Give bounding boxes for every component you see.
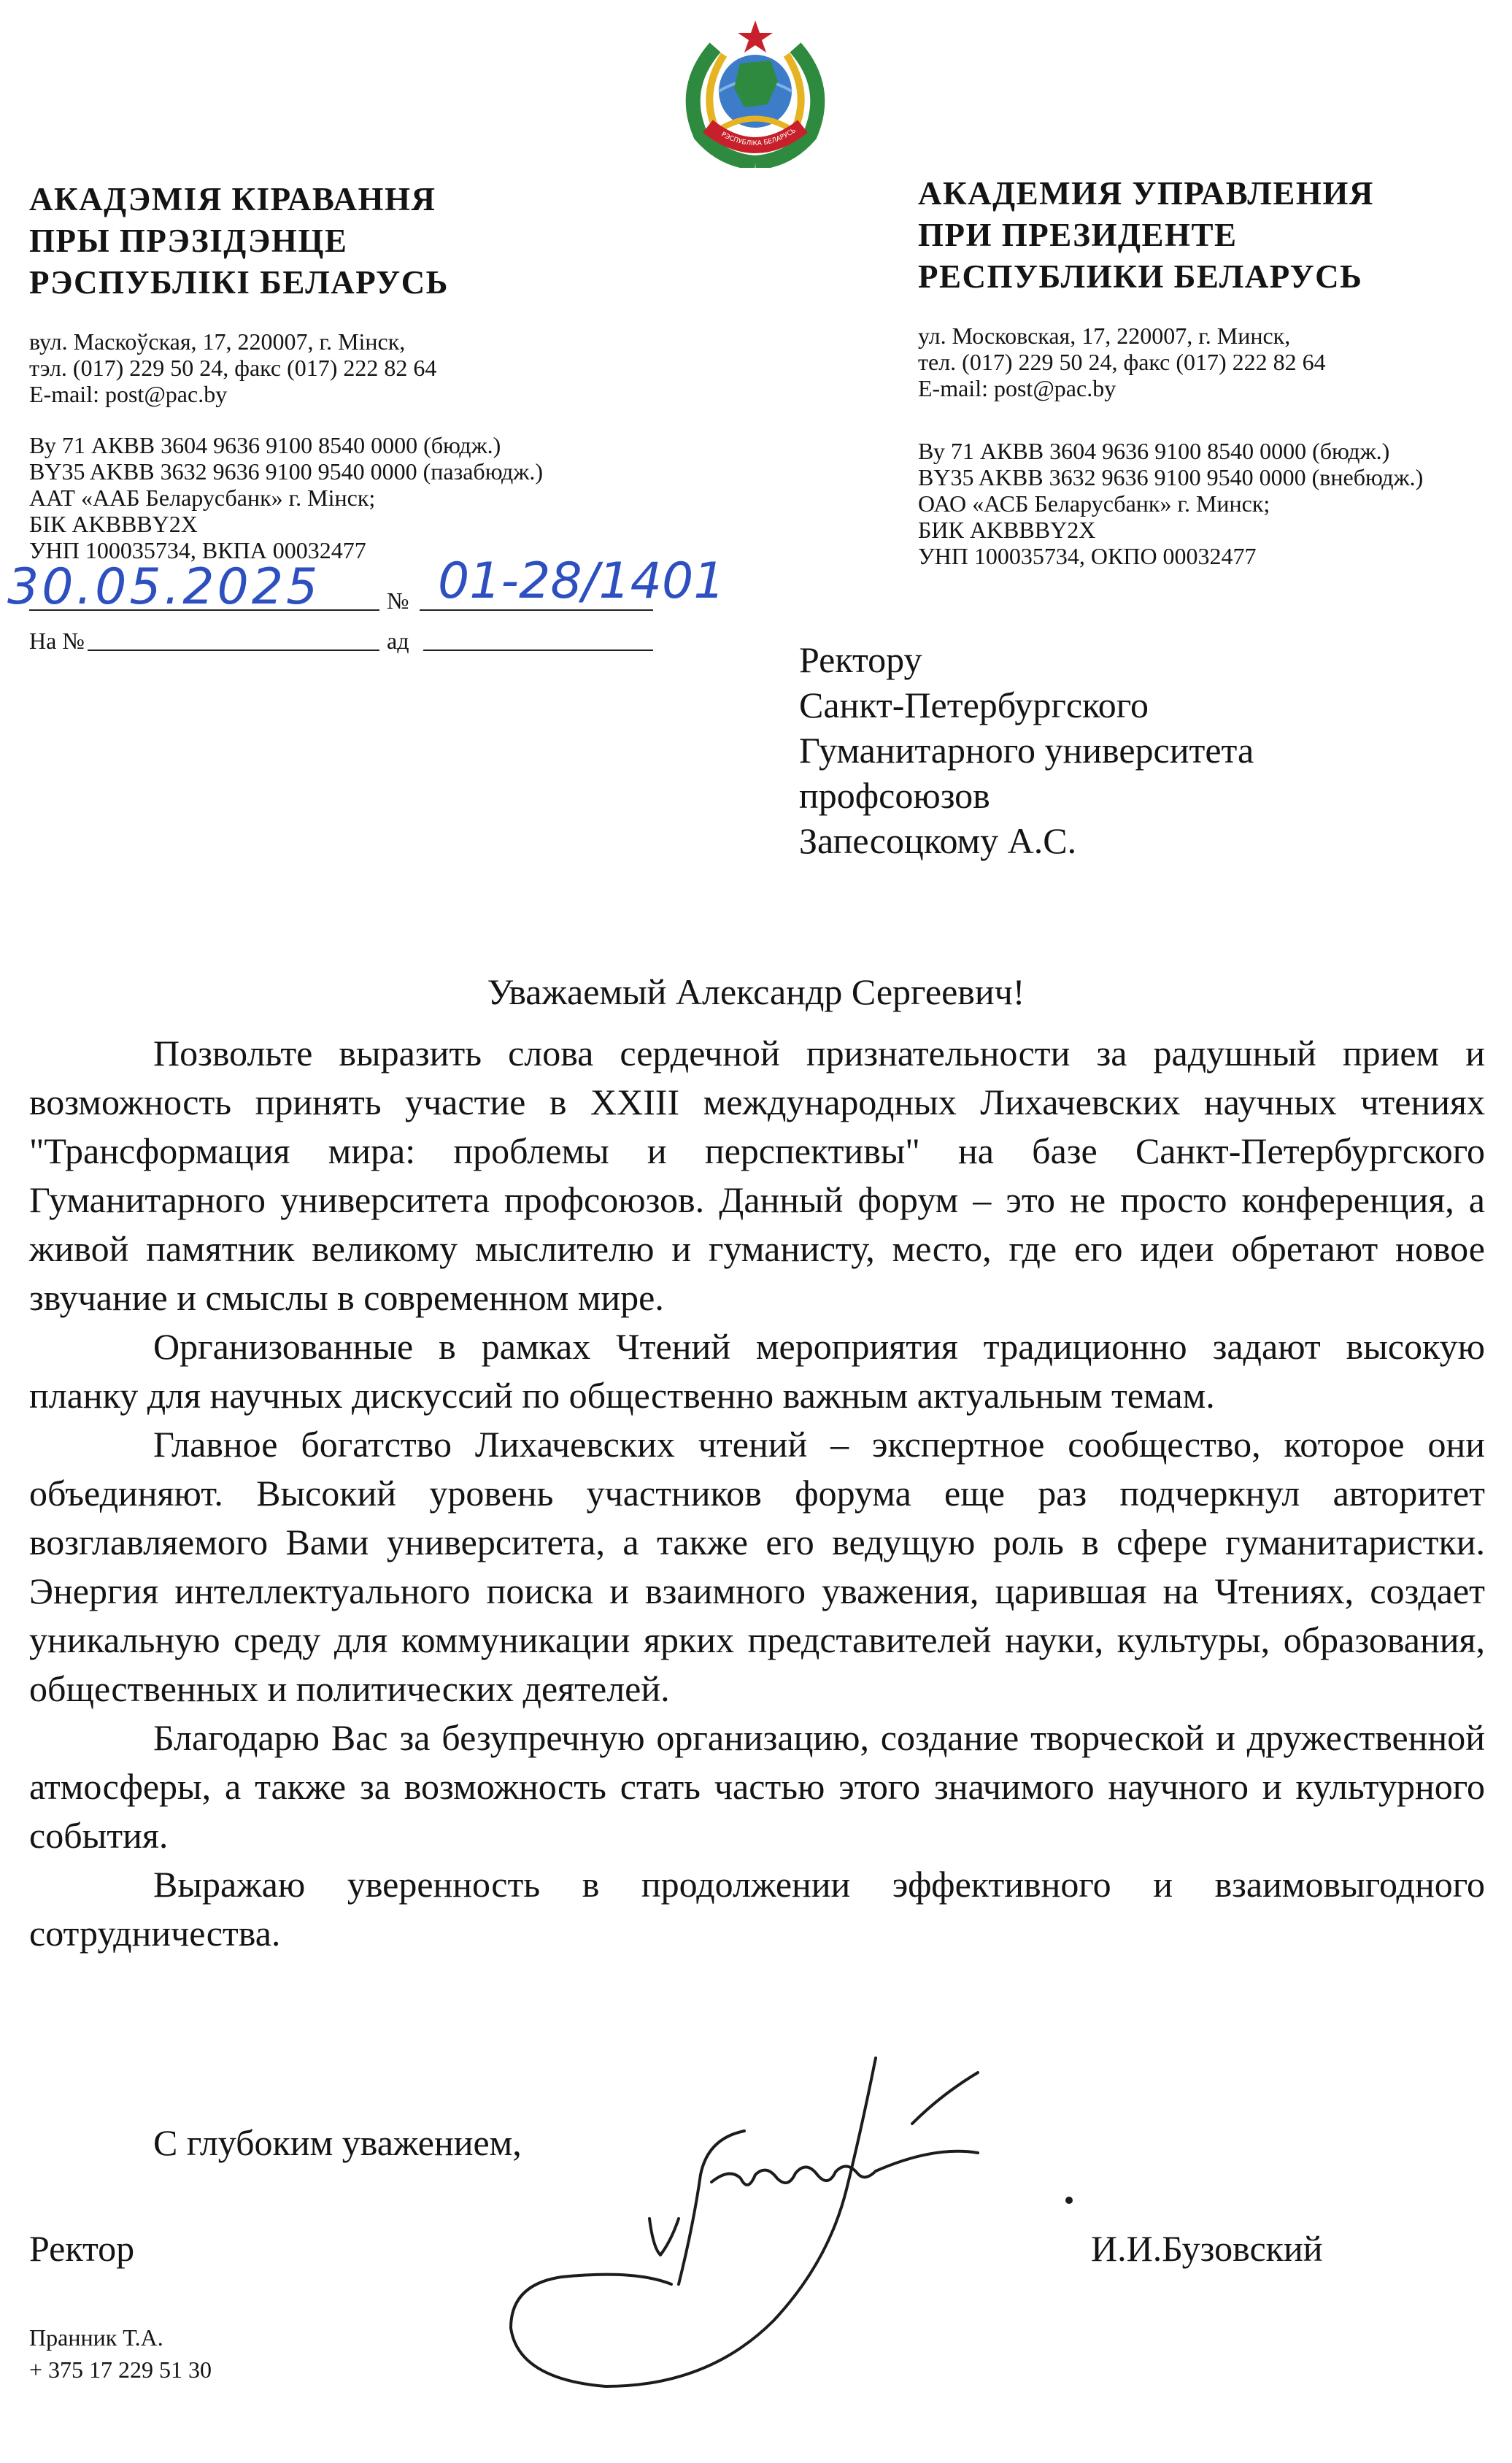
- state-emblem: [671, 18, 839, 168]
- right-address-line: ул. Московская, 17, 220007, г. Минск,: [918, 323, 1291, 349]
- reference-underline: [88, 650, 379, 651]
- body-paragraph: Благодарю Вас за безупречную организацию, создание творческой и дружественной атмосферы, а также за возможность стать частью этого значимого научного и культурного события.: [29, 1717, 1485, 1856]
- right-bank-line: BY35 AKBB 3632 9636 9100 9540 0000 (внебюдж.): [918, 464, 1424, 490]
- right-phone-line: тел. (017) 229 50 24, факс (017) 222 82 64: [918, 349, 1326, 375]
- body-paragraph: Позвольте выразить слова сердечной признательности за радушный прием и возможность принять участие в XXIII международных Лихачевских научных чтениях "Трансформация мира: проблемы и перспективы" на базе Санкт-Петербургского Гуманитарного университета профсоюзов. Данный форум – это не просто конференция, а живой памятник великому мыслителю и гуманисту, место, где его идеи обретают новое звучание и смыслы в современном мире.: [29, 1033, 1485, 1318]
- signatory-position: Ректор: [29, 2228, 135, 2269]
- right-letterhead: [918, 173, 1423, 569]
- executor-name: Пранник Т.А.: [29, 2324, 163, 2351]
- left-bank-line: УНП 100035734, ВКПА 00032477: [29, 537, 366, 563]
- addressee-block: [799, 637, 1254, 863]
- emblem-ribbon-text: РЭСПУБЛІКА БЕЛАРУСЬ: [720, 127, 798, 148]
- body-paragraph: Организованные в рамках Чтений мероприятия традиционно задают высокую планку для научных дискуссий по общественно важным актуальным темам.: [29, 1326, 1485, 1416]
- left-address: [29, 328, 543, 407]
- left-title-line: РЭСПУБЛІКІ БЕЛАРУСЬ: [29, 264, 449, 301]
- addressee-line: Гуманитарного университета: [799, 730, 1254, 771]
- right-bank-details: [918, 438, 1423, 569]
- number-underline: [420, 609, 653, 611]
- salutation: Уважаемый Александр Сергеевич!: [487, 971, 1025, 1012]
- right-title-line: РЕСПУБЛИКИ БЕЛАРУСЬ: [918, 258, 1363, 295]
- addressee-line: Запесоцкому А.С.: [799, 820, 1077, 861]
- ad-underline: [423, 650, 653, 651]
- executor-phone: + 375 17 229 51 30: [29, 2356, 212, 2383]
- ad-label: ад: [387, 628, 409, 654]
- left-bank-line: BY35 AKBB 3632 9636 9100 9540 0000 (пазабюдж.): [29, 458, 544, 485]
- left-phone-line: тэл. (017) 229 50 24, факс (017) 222 82 64: [29, 355, 437, 381]
- left-org-title: [29, 179, 543, 304]
- left-bank-line: ААТ «ААБ Беларусбанк» г. Мінск;: [29, 485, 376, 511]
- right-address: [918, 323, 1423, 401]
- reference-label: На №: [29, 628, 85, 654]
- right-title-line: АКАДЕМИЯ УПРАВЛЕНИЯ: [918, 175, 1374, 212]
- letter-body: [29, 1029, 1485, 1958]
- date-underline: [29, 609, 379, 611]
- handwritten-signature: [467, 2043, 1138, 2452]
- right-bank-line: УНП 100035734, ОКПО 00032477: [918, 543, 1257, 569]
- number-label: №: [387, 587, 409, 614]
- left-bank-line: Ву 71 АКВВ 3604 9636 9100 8540 0000 (бюдж.): [29, 432, 501, 458]
- addressee-line: профсоюзов: [799, 775, 990, 816]
- closing: С глубоким уважением,: [153, 2122, 522, 2163]
- addressee-line: Санкт-Петербургского: [799, 685, 1149, 725]
- right-email-line: E-mail: post@pac.by: [918, 375, 1116, 401]
- right-bank-line: БИК AKBBBY2X: [918, 517, 1096, 543]
- right-title-line: ПРИ ПРЕЗИДЕНТЕ: [918, 217, 1238, 253]
- addressee-line: Ректору: [799, 639, 922, 680]
- executor-block: [29, 2324, 212, 2383]
- left-title-line: ПРЫ ПРЭЗІДЭНЦЕ: [29, 223, 348, 259]
- left-bank-details: [29, 432, 543, 563]
- left-letterhead: [29, 179, 543, 563]
- left-address-line: вул. Маскоўская, 17, 220007, г. Мінск,: [29, 328, 406, 355]
- left-email-line: E-mail: post@pac.by: [29, 381, 228, 407]
- body-paragraph: Главное богатство Лихачевских чтений – экспертное сообщество, которое они объединяют. Высокий уровень участников форума еще раз подчеркнул авторитет возглавляемого Вами университета, а также его ведущую роль в сфере гуманитаристки. Энергия интеллектуального поиска и взаимного уважения, царившая на Чтениях, создает уникальную среду для коммуникации ярких представителей науки, культуры, образования, общественных и политических деятелей.: [29, 1424, 1485, 1709]
- signatory-name: И.И.Бузовский: [1091, 2228, 1323, 2269]
- registration-date: 30.05.2025: [7, 558, 321, 616]
- right-bank-line: Ву 71 АКВВ 3604 9636 9100 8540 0000 (бюдж.): [918, 438, 1390, 464]
- registration-number: 01-28/1401: [438, 552, 725, 610]
- body-paragraph: Выражаю уверенность в продолжении эффективного и взаимовыгодного сотрудничества.: [29, 1864, 1485, 1954]
- right-bank-line: ОАО «АСБ Беларусбанк» г. Минск;: [918, 490, 1270, 517]
- left-bank-line: БІК AKBBBY2X: [29, 511, 198, 537]
- right-org-title: [918, 173, 1423, 298]
- left-title-line: АКАДЭМІЯ КІРАВАННЯ: [29, 181, 436, 217]
